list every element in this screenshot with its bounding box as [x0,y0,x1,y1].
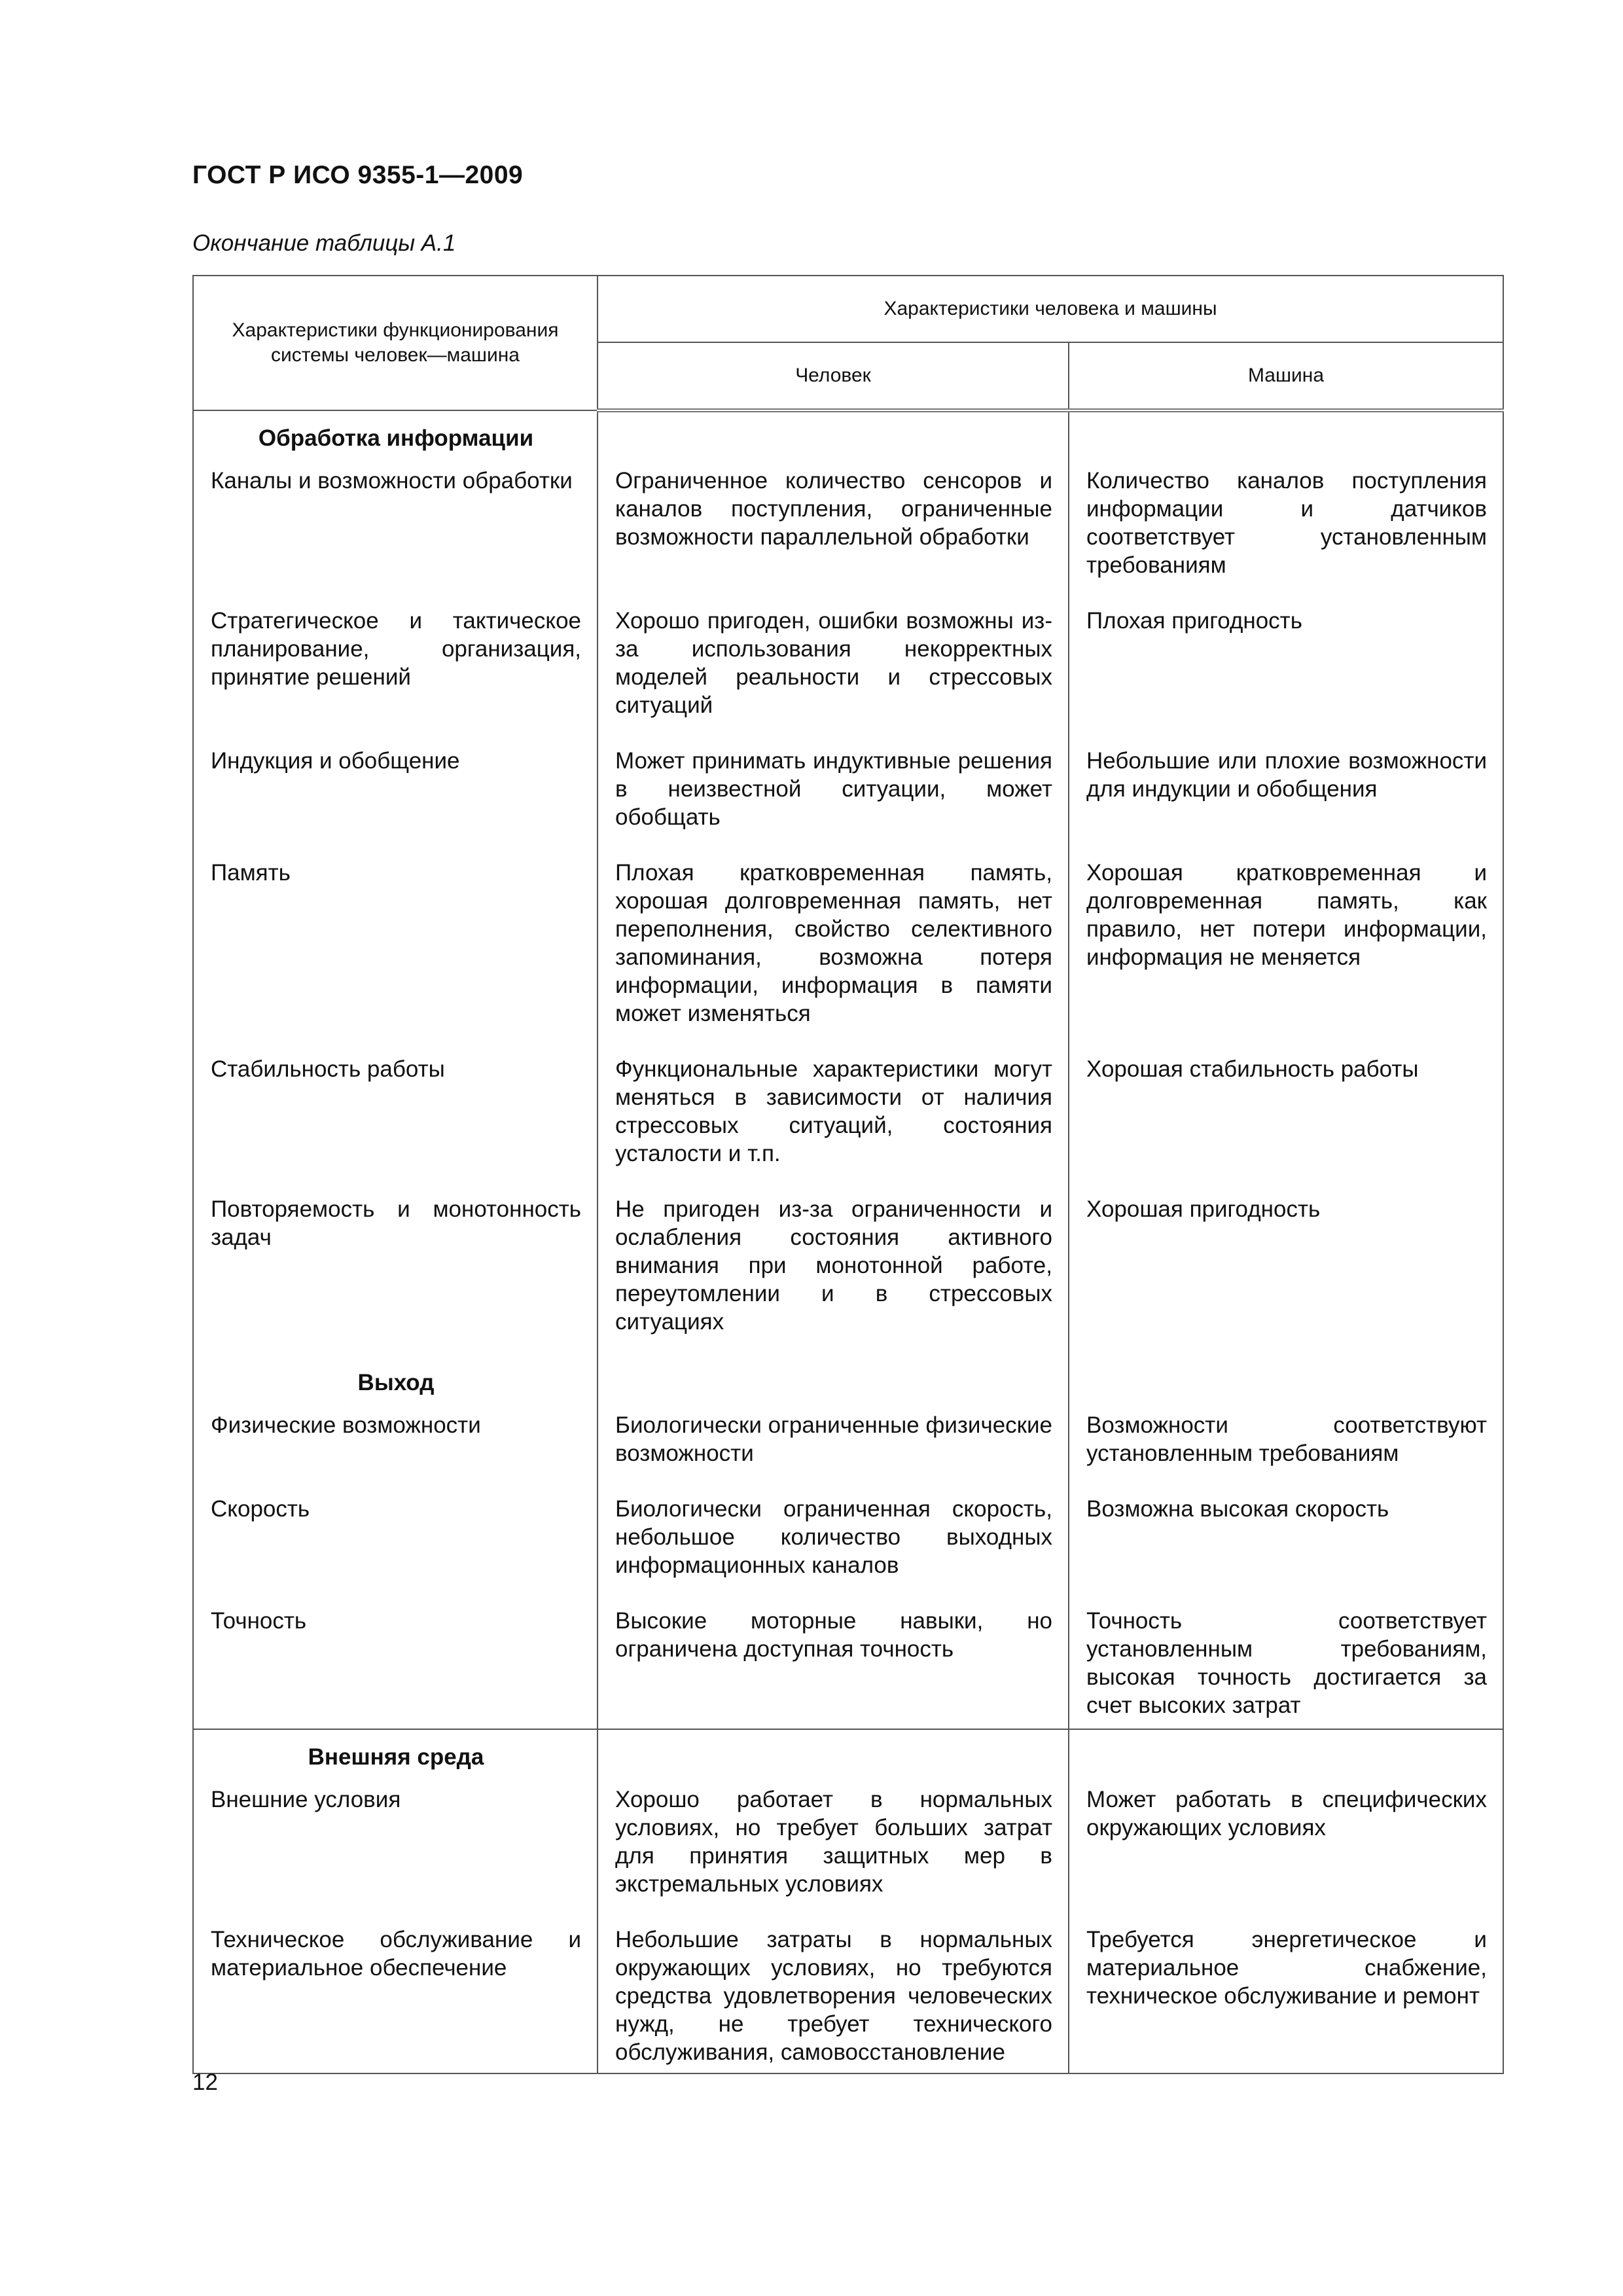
section-row [193,1729,1503,1778]
characteristic-cell: Стратегическое и тактическое планирование, организация, принятие решений [193,599,597,739]
characteristic-cell: Скорость [193,1487,597,1599]
table-row [193,599,1503,739]
machine-cell: Хорошая пригодность [1069,1187,1503,1355]
human-cell: Биологически ограниченные физические возможности [597,1403,1069,1487]
machine-cell: Возможна высокая скорость [1069,1487,1503,1599]
table-row [193,1047,1503,1187]
machine-cell: Возможности соответствуют установленным требованиям [1069,1403,1503,1487]
characteristic-cell: Память [193,851,597,1047]
page-number: 12 [192,2070,218,2095]
header-human: Человек [597,342,1069,410]
table-row [193,1487,1503,1599]
human-cell: Функциональные характеристики могут меняться в зависимости от наличия стрессовых ситуаций, состояния усталости и т.п. [597,1047,1069,1187]
human-cell: Хорошо работает в нормальных условиях, но требует больших затрат для принятия защитных мер в экстремальных условиях [597,1778,1069,1918]
table-row [193,1778,1503,1918]
table-row [193,851,1503,1047]
table-row [193,1599,1503,1729]
human-cell: Ограниченное количество сенсоров и каналов поступления, ограниченные возможности параллельной обработки [597,459,1069,599]
human-cell: Высокие моторные навыки, но ограничена доступная точность [597,1599,1069,1729]
section-title: Выход [193,1355,597,1403]
characteristic-cell: Точность [193,1599,597,1729]
machine-cell: Количество каналов поступления информации и датчиков соответствует установленным требованиям [1069,459,1503,599]
header-group: Характеристики человека и машины [597,276,1503,342]
characteristic-cell: Повторяемость и монотонность задач [193,1187,597,1355]
section-row [193,410,1503,459]
machine-cell: Плохая пригодность [1069,599,1503,739]
human-cell: Биологически ограниченная скорость, небольшое количество выходных информационных каналов [597,1487,1069,1599]
machine-cell: Может работать в специфических окружающих условиях [1069,1778,1503,1918]
human-cell: Небольшие затраты в нормальных окружающих условиях, но требуются средства удовлетворения человеческих нужд, не требует технического обслуживания, самовосстановление [597,1918,1069,2073]
section-title: Обработка информации [193,410,597,459]
table-row [193,1187,1503,1355]
human-cell: Хорошо пригоден, ошибки возможны из-за использования некорректных моделей реальности и стрессовых ситуаций [597,599,1069,739]
human-cell: Не пригоден из-за ограниченности и ослабления состояния активного внимания при монотонной работе, переутомлении и в стрессовых ситуациях [597,1187,1069,1355]
characteristics-table [192,275,1504,2074]
human-cell: Плохая кратковременная память, хорошая долговременная память, нет переполнения, свойство селективного запоминания, возможна потеря информации, информация в памяти может изменяться [597,851,1069,1047]
header-machine: Машина [1069,342,1503,410]
table-row [193,739,1503,851]
characteristic-cell: Физические возможности [193,1403,597,1487]
characteristic-cell: Техническое обслуживание и материальное обеспечение [193,1918,597,2073]
characteristic-cell: Каналы и возможности обработки [193,459,597,599]
table-row [193,459,1503,599]
characteristic-cell: Индукция и обобщение [193,739,597,851]
characteristic-cell: Внешние условия [193,1778,597,1918]
machine-cell: Требуется энергетическое и материальное снабжение, техническое обслуживание и ремонт [1069,1918,1503,2073]
machine-cell: Точность соответствует установленным требованиям, высокая точность достигается за счет высоких затрат [1069,1599,1503,1729]
table-row [193,1918,1503,2073]
table-caption: Окончание таблицы А.1 [192,230,456,256]
section-title: Внешняя среда [193,1729,597,1778]
machine-cell: Хорошая кратковременная и долговременная память, как правило, нет потери информации, информация не меняется [1069,851,1503,1047]
table-row [193,1403,1503,1487]
document-code: ГОСТ Р ИСО 9355-1—2009 [192,161,524,189]
header-characteristics: Характеристики функционирования системы человек—машина [193,276,597,410]
machine-cell: Хорошая стабильность работы [1069,1047,1503,1187]
machine-cell: Небольшие или плохие возможности для индукции и обобщения [1069,739,1503,851]
characteristic-cell: Стабильность работы [193,1047,597,1187]
human-cell: Может принимать индуктивные решения в неизвестной ситуации, может обобщать [597,739,1069,851]
section-row [193,1355,1503,1403]
